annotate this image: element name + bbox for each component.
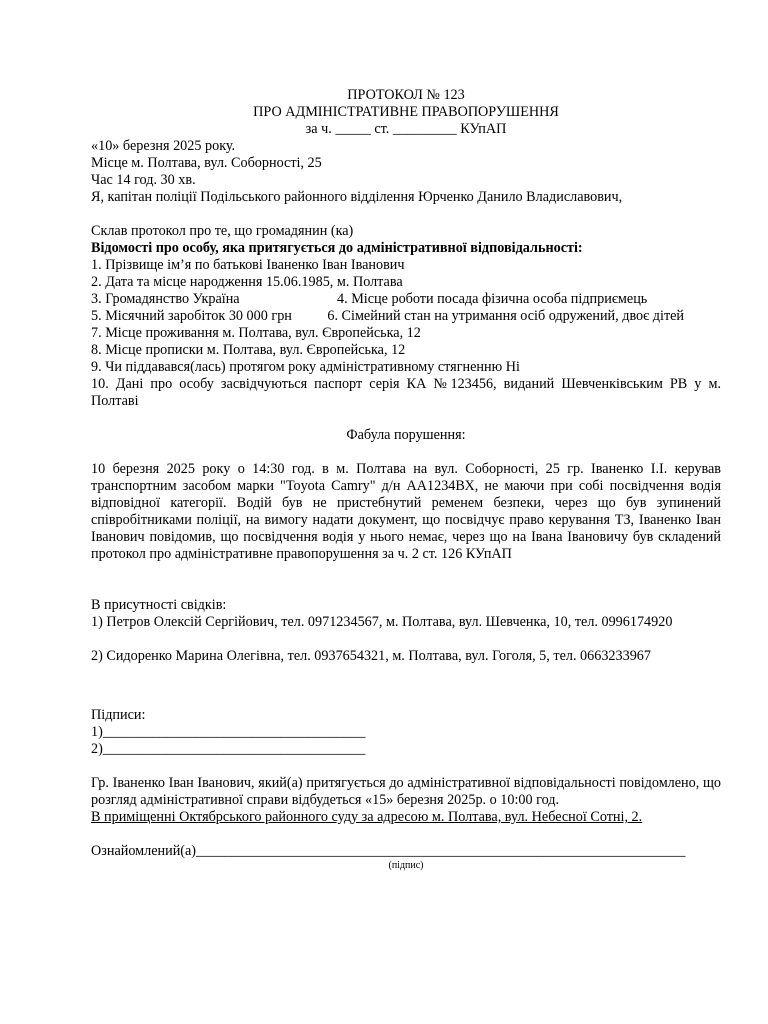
signature-caption: (підпис): [388, 860, 424, 871]
page-title: ПРОТОКОЛ № 123: [347, 87, 465, 103]
person-item-name: 1. Прізвище ім’я по батькові Іваненко Іван Іванович: [91, 257, 405, 273]
person-item-prior-penalty: 9. Чи піддавався(лась) протягом року адміністративному стягненню Ні: [91, 359, 520, 375]
person-item-workplace: 4. Місце роботи посада фізична особа підприємець: [337, 291, 648, 307]
person-items-3-4: [91, 291, 721, 308]
person-item-residence: 7. Місце проживання м. Полтава, вул. Європейська, 12: [91, 325, 421, 341]
signatures-title: Підписи:: [91, 707, 146, 723]
article-line: за ч. _____ ст. _________ КУпАП: [305, 121, 507, 137]
officer-statement: Я, капітан поліції Подільського районного відділення Юрченко Данило Владиславович,: [91, 189, 623, 205]
person-details-heading: Відомості про особу, яка притягується до адміністративної відповідальності:: [91, 240, 583, 256]
citizen-intro: Склав протокол про те, що громадянин (ка): [91, 223, 354, 239]
person-item-passport: 10. Дані про особу засвідчуються паспорт серія КА №123456, виданий Шевченківським РВ у м. Полтаві: [91, 376, 721, 409]
protocol-time: Час 14 год. 30 хв.: [91, 172, 196, 188]
witnesses-title: В присутності свідків:: [91, 597, 227, 613]
person-item-birth: 2. Дата та місце народження 15.06.1985, м. Полтава: [91, 274, 403, 290]
person-item-registration: 8. Місце прописки м. Полтава, вул. Європейська, 12: [91, 342, 406, 358]
signature-line-1: 1)_____________________________________: [91, 724, 366, 740]
witness-2: 2) Сидоренко Марина Олегівна, тел. 0937654321, м. Полтава, вул. Гоголя, 5, тел. 0663233967: [91, 648, 651, 664]
protocol-date: «10» березня 2025 року.: [91, 138, 236, 154]
protocol-place: Місце м. Полтава, вул. Соборності, 25: [91, 155, 322, 171]
court-address: В приміщенні Октябрського районного суду за адресою м. Полтава, вул. Небесної Сотні, 2.: [91, 809, 643, 825]
page-subtitle: ПРО АДМІНІСТРАТИВНЕ ПРАВОПОРУШЕННЯ: [253, 104, 559, 120]
fabula-title: Фабула порушення:: [346, 427, 466, 443]
document-body: [91, 87, 721, 872]
person-item-citizenship: 3. Громадянство Україна: [91, 291, 240, 307]
acknowledged-signature-line: Ознайомлений(а)_____________________________________________________________________: [91, 843, 686, 859]
hearing-notice: Гр. Іваненко Іван Іванович, який(а) притягується до адміністративної відповідальності повідомлено, що розгляд адміністративної справи відбудеться «15» березня 2025р. о 10:00 год.: [91, 775, 721, 808]
fabula-text: 10 березня 2025 року о 14:30 год. в м. Полтава на вул. Соборності, 25 гр. Іваненко І.І. керував транспортним засобом марки "Toyota Camry" д/н АА1234ВХ, не маючи при собі посвідчення водія відповідної категорії. Водій був не пристебнутий ременем безпеки, через що був зупинений співробітниками поліції, на вимогу надати документ, що посвідчує право керування ТЗ, Іваненко Іван Іванович повідомив, що посвідчення водія у нього немає, через що на Івана Івановичу був складений протокол про адміністративне правопорушення за ч. 2 ст. 126 КУпАП: [91, 461, 721, 562]
person-item-salary-family: 5. Місячний заробіток 30 000 грн 6. Сімейний стан на утримання осіб одружений, двоє дітей: [91, 308, 685, 324]
signature-line-2: 2)_____________________________________: [91, 741, 366, 757]
witness-1: 1) Петров Олексій Сергійович, тел. 0971234567, м. Полтава, вул. Шевченка, 10, тел. 0996174920: [91, 614, 673, 630]
